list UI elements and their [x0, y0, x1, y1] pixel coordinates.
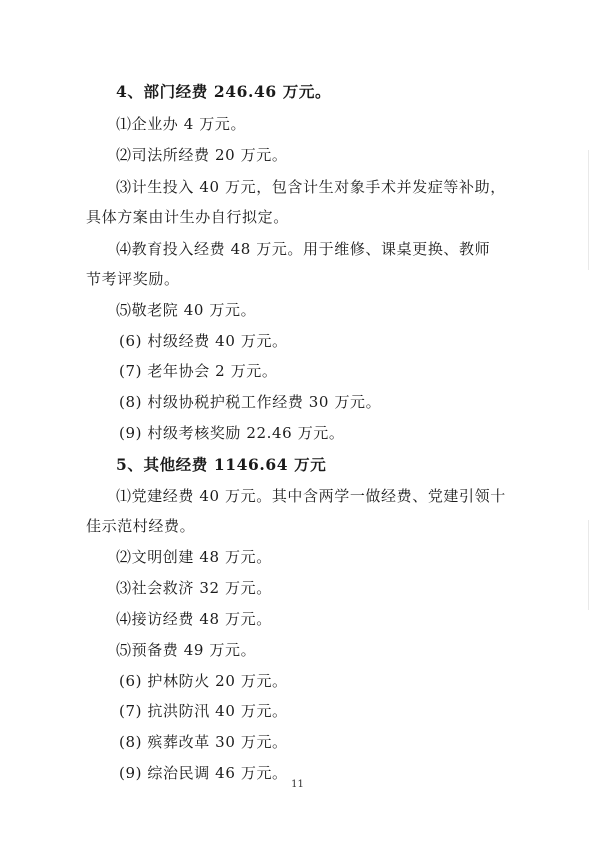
- list-item-continuation: 节考评奖励。: [86, 270, 180, 288]
- scan-edge-mark: [588, 520, 589, 610]
- page-number: 11: [291, 779, 304, 790]
- list-item: ⑵司法所经费 20 万元。: [116, 146, 288, 164]
- list-item: ⑷接访经费 48 万元。: [116, 610, 272, 628]
- list-item: ⑸预备费 49 万元。: [116, 641, 257, 659]
- list-item: (8) 村级协税护税工作经费 30 万元。: [119, 393, 382, 411]
- list-item: (6) 村级经费 40 万元。: [119, 332, 288, 350]
- list-item: (7) 抗洪防汛 40 万元。: [119, 702, 288, 720]
- scan-edge-mark: [588, 150, 589, 270]
- list-item: ⑶社会救济 32 万元。: [116, 579, 272, 597]
- list-item: (9) 村级考核奖励 22.46 万元。: [119, 424, 345, 442]
- list-item: (7) 老年协会 2 万元。: [119, 362, 278, 380]
- list-item: ⑵文明创建 48 万元。: [116, 548, 272, 566]
- list-item: (6) 护林防火 20 万元。: [119, 672, 288, 690]
- section-4-heading: 4、部门经费 246.46 万元。: [116, 82, 332, 101]
- list-item-continuation: 具体方案由计生办自行拟定。: [86, 208, 289, 226]
- list-item: (8) 殡葬改革 30 万元。: [119, 733, 288, 751]
- list-item: (9) 综治民调 46 万元。: [119, 764, 288, 782]
- list-item-continuation: 佳示范村经费。: [86, 517, 196, 535]
- list-item: ⑸敬老院 40 万元。: [116, 301, 257, 319]
- list-item: ⑷教育投入经费 48 万元。用于维修、课桌更换、教师: [116, 240, 491, 258]
- list-item: ⑴党建经费 40 万元。其中含两学一做经费、党建引领十: [116, 487, 506, 505]
- list-item: ⑴企业办 4 万元。: [116, 115, 247, 133]
- section-5-heading: 5、其他经费 1146.64 万元: [116, 455, 327, 474]
- list-item: ⑶计生投入 40 万元，包含计生对象手术并发症等补助，: [116, 178, 506, 196]
